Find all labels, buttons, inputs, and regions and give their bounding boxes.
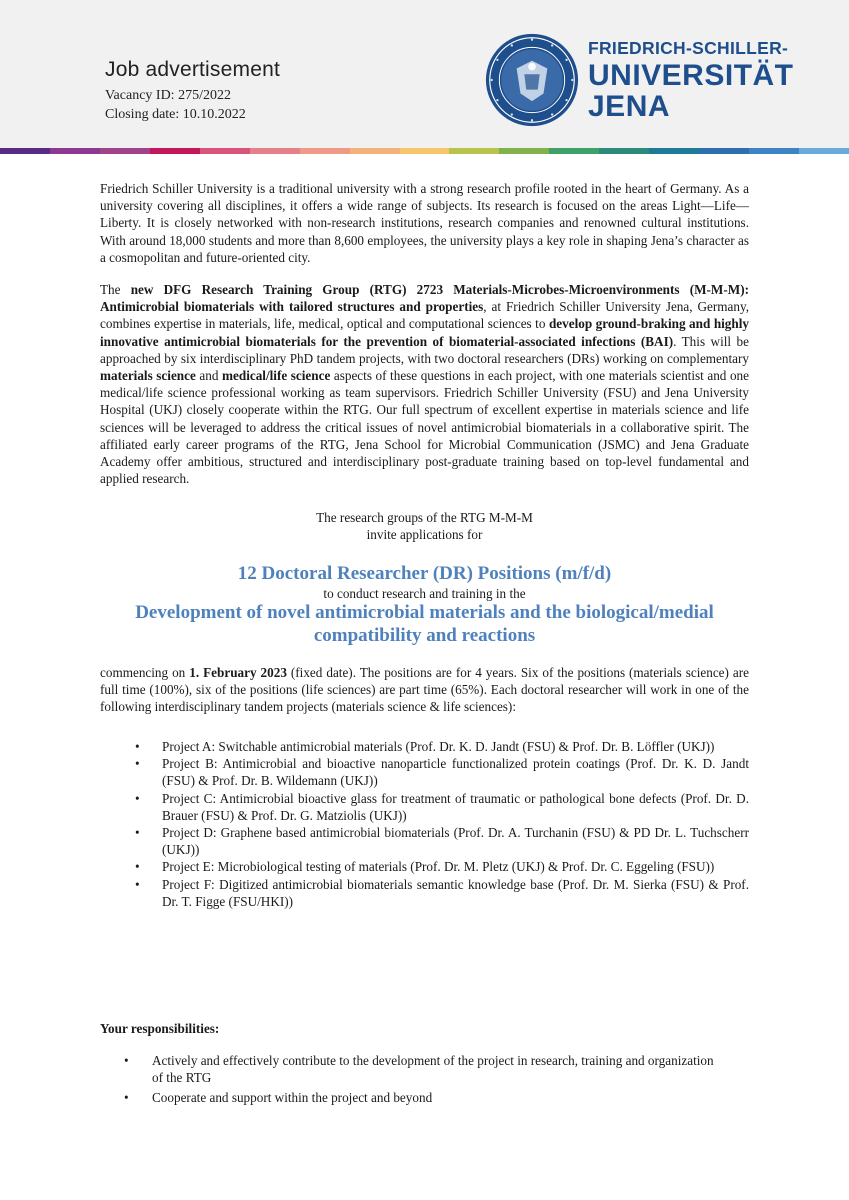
- closing-date: Closing date: 10.10.2022: [105, 107, 246, 122]
- invite-line-2: invite applications for: [366, 527, 483, 542]
- project-list: [100, 738, 749, 910]
- rtg-text-1: The: [100, 282, 131, 297]
- stripe-segment: [150, 148, 200, 154]
- bullet-icon: •: [135, 756, 140, 772]
- stripe-segment: [350, 148, 400, 154]
- university-logo: [588, 40, 794, 122]
- stripe-segment: [50, 148, 100, 154]
- list-item: [100, 738, 749, 755]
- project-f: Project F: Digitized antimicrobial biomaterials semantic knowledge base (Prof. Dr. M. Sierka (FSU) & Prof. Dr. T. Figge (FSU/HKI)): [162, 876, 749, 909]
- commence-text-2: (fixed date). The positions are for 4 years. Six of the positions (materials science) are full time (100%), six of the positions (life sciences) are part time (65%). Each doctoral researcher will work in one of the following interdisciplinary tandem projects (materials science & life sciences):: [100, 665, 749, 715]
- rtg-text-2: , at Friedrich Schiller University Jena, Germany, combines expertise in materials, life, medical, optical and computational sciences to: [100, 299, 749, 332]
- stripe-segment: [400, 148, 450, 154]
- logo-line-3: JENA: [588, 89, 671, 123]
- bullet-icon: •: [124, 1090, 129, 1106]
- page-title: Job advertisement: [105, 58, 280, 81]
- intro-paragraph: Friedrich Schiller University is a traditional university with a strong research profile rooted in the heart of Germany. As a university covering all disciplines, it offers a wide range of subjects. Its research is focused on the areas Light—Life—Liberty. It is closely networked with non-research institutions, research companies and renowned cultural institutions. With around 18,000 students and more than 8,600 employees, the university plays a key role in shaping Jena’s character as a cosmopolitan and future-oriented city.: [100, 181, 749, 265]
- rtg-text-3: . This will be approached by six interdisciplinary PhD tandem projects, with two doctoral researchers (DRs) working on complementary: [100, 333, 749, 366]
- color-stripe: [0, 148, 849, 154]
- rtg-name-bold: new DFG Research Training Group (RTG) 2723 Materials-Microbes-Microenvironments (M-M-M): Antimicrobial biomaterials with tailored structures and properties: [100, 282, 749, 315]
- project-d: Project D: Graphene based antimicrobial biomaterials (Prof. Dr. A. Turchanin (FSU) & PD Dr. L. Tuchscherr (UKJ)): [162, 825, 749, 858]
- intro-section: [100, 180, 749, 266]
- vacancy-id: Vacancy ID: 275/2022: [105, 88, 231, 103]
- bullet-icon: •: [135, 790, 140, 806]
- rtg-goal-bold: develop ground-braking and highly innovative antimicrobial biomaterials for the prevention of biomaterial-associated infections (BAI): [100, 316, 749, 349]
- start-date: 1. February 2023: [189, 665, 287, 680]
- rtg-text-5: aspects of these questions in each project, with one materials scientist and one medical/life science professional working as team supervisors. Friedrich Schiller University (FSU) and Jena University Hospital (UKJ) closely cooperate within the RTG. Our full spectrum of excellent expertise in materials science and life sciences will be leveraged to address the critical issues of novel antimicrobial biomaterials in a collaborative spirit. The affiliated early career programs of the RTG, Jena School for Microbial Communication (JSMC) and Jena Graduate Academy offer ambitious, structured and interdisciplinary post-graduate training based on top-level fundamental and applied research.: [100, 368, 750, 487]
- logo-line-2: UNIVERSITÄT: [588, 58, 794, 92]
- rtg-materials-bold: materials science: [100, 368, 196, 384]
- stripe-segment: [549, 148, 599, 154]
- bullet-icon: •: [135, 739, 140, 754]
- list-item: [100, 858, 749, 875]
- commencement-paragraph: [100, 664, 749, 716]
- responsibility-1: Actively and effectively contribute to the development of the project in research, training and organization of the RTG: [152, 1053, 714, 1086]
- invite-line-1: The research groups of the RTG M-M-M: [316, 510, 533, 525]
- positions-title: 12 Doctoral Researcher (DR) Positions (m/f/d): [237, 563, 612, 584]
- research-topic-heading: Development of novel antimicrobial materials and the biological/medial compatibility and reactions: [135, 602, 714, 646]
- project-c: Project C: Antimicrobial bioactive glass for treatment of traumatic or pathological bone defects (Prof. Dr. D. Brauer (FSU) & Prof. Dr. G. Matziolis (UKJ)): [162, 790, 749, 823]
- conduct-line: to conduct research and training in the: [323, 586, 526, 601]
- responsibilities-list: [100, 1052, 720, 1110]
- stripe-segment: [449, 148, 499, 154]
- stripe-segment: [499, 148, 549, 154]
- bullet-icon: •: [135, 876, 140, 892]
- responsibilities-heading: Your responsibilities:: [100, 1021, 220, 1036]
- stripe-segment: [300, 148, 350, 154]
- bullet-icon: •: [124, 1053, 129, 1068]
- bullet-icon: •: [135, 859, 140, 875]
- project-a: Project A: Switchable antimicrobial materials (Prof. Dr. K. D. Jandt (FSU) & Prof. Dr. B. Löffler (UKJ)): [162, 739, 715, 754]
- rtg-medical-bold: medical/life science: [222, 368, 331, 384]
- stripe-segment: [599, 148, 649, 154]
- stripe-segment: [749, 148, 799, 154]
- list-item: [100, 755, 749, 789]
- project-e: Project E: Microbiological testing of materials (Prof. Dr. M. Pletz (UKJ) & Prof. Dr. C. Eggeling (FSU)): [162, 859, 715, 875]
- stripe-segment: [649, 148, 699, 154]
- rtg-text-4: and: [195, 368, 223, 384]
- responsibility-2: Cooperate and support within the project and beyond: [152, 1090, 433, 1106]
- document-header: [0, 0, 849, 148]
- university-seal-icon: [484, 32, 580, 128]
- bullet-icon: •: [135, 825, 140, 841]
- list-item: [100, 790, 749, 824]
- stripe-segment: [699, 148, 749, 154]
- list-item: [100, 824, 749, 858]
- stripe-segment: [799, 148, 849, 154]
- stripe-segment: [250, 148, 300, 154]
- logo-line-1: FRIEDRICH-SCHILLER-: [588, 38, 789, 58]
- stripe-segment: [200, 148, 250, 154]
- project-b: Project B: Antimicrobial and bioactive nanoparticle functionalized protein coatings (Prof. Dr. K. D. Jandt (FSU) & Prof. Dr. B. Wildemann (UKJ)): [162, 756, 749, 789]
- rtg-paragraph: [100, 281, 749, 487]
- stripe-segment: [100, 148, 150, 154]
- list-item: [100, 1089, 720, 1106]
- stripe-segment: [0, 148, 50, 154]
- list-item: [100, 1052, 720, 1086]
- list-item: [100, 876, 749, 910]
- commence-text-1: commencing on: [100, 665, 190, 680]
